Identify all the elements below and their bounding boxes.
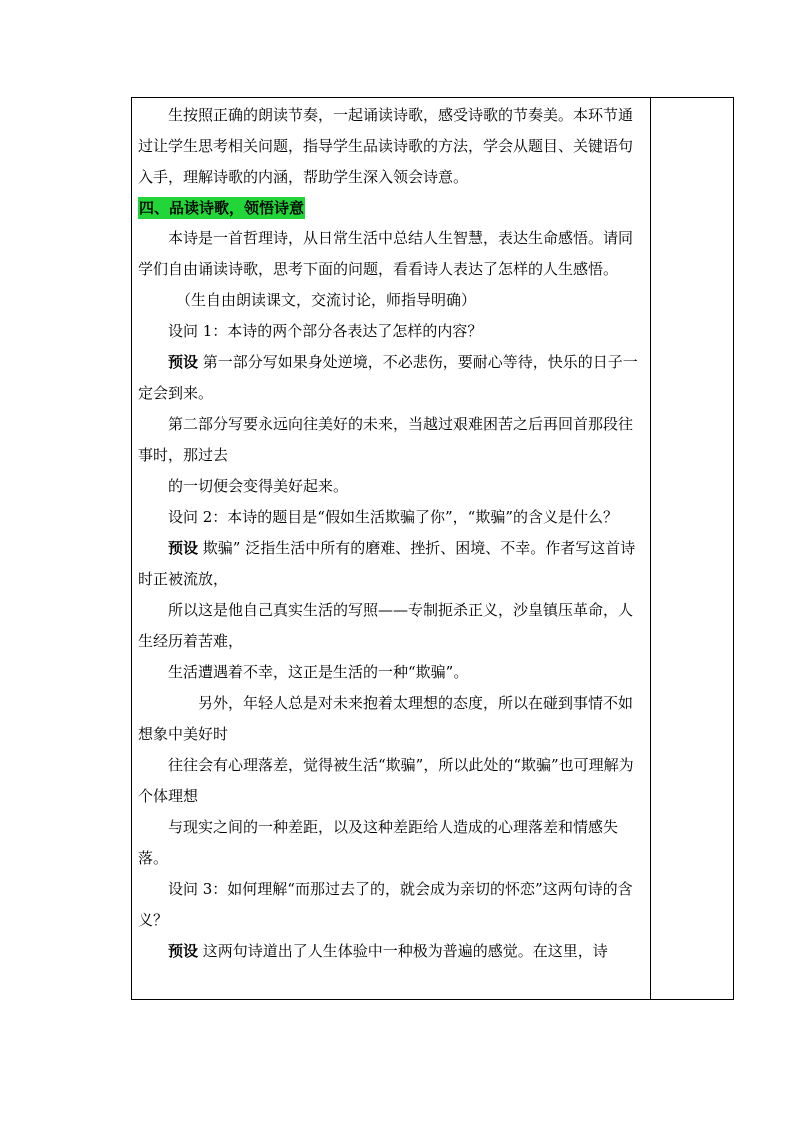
question-3: 设问 3：如何理解“而那过去了的，就会成为亲切的怀恋”这两句诗的含义？ (138, 880, 633, 929)
answer-2-part-2: 所以这是他自己真实生活的写照——专制扼杀正义，沙皇镇压革命，人生经历着苦难， (138, 601, 634, 650)
main-cell (138, 100, 644, 967)
answer-1-part-3: 的一切便会变得美好起来。 (168, 477, 349, 495)
answer-2-part-4: 另外，年轻人总是对未来抱着太理想的态度，所以在碰到事情不如想象中美好时 (138, 694, 634, 743)
answer-2-part-6: 与现实之间的一种差距，以及这种差距给人造成的心理落差和情感失落。 (138, 818, 619, 867)
paragraph-note: （生自由朗读课文，交流讨论，师指导明确） (176, 291, 477, 309)
preset-label: 预设 (168, 942, 199, 960)
answer-1: 预设 第一部分写如果身处逆境，不必悲伤，要耐心等待，快乐的日子一定会到来。 (138, 353, 638, 402)
answer-3: 预设 这两句诗道出了人生体验中一种极为普遍的感觉。在这里，诗 (168, 942, 608, 960)
column-divider (650, 98, 651, 999)
paragraph-intro: 生按照正确的朗读节奏，一起诵读诗歌，感受诗歌的节奏美。本环节通过让学生思考相关问题，指导学生品读诗歌的方法，学会从题目、关键语句入手，理解诗歌的内涵，帮助学生深入领会诗意。 (138, 106, 634, 186)
answer-2: 预设 欺骗” 泛指生活中所有的磨难、挫折、困境、不幸。作者写这首诗时正被流放， (138, 539, 636, 588)
preset-label: 预设 (168, 353, 199, 371)
paragraph-task: 本诗是一首哲理诗，从日常生活中总结人生智慧，表达生命感悟。请同学们自由诵读诗歌，思考下面的问题，看看诗人表达了怎样的人生感悟。 (138, 229, 634, 278)
answer-2-part-5: 往往会有心理落差，觉得被生活“欺骗”，所以此处的“欺骗”也可理解为个体理想 (138, 756, 634, 805)
section-heading: 四、品读诗歌，领悟诗意 (139, 199, 305, 217)
question-1: 设问 1：本诗的两个部分各表达了怎样的内容？ (168, 322, 483, 340)
answer-2-part-3: 生活遭遇着不幸，这正是生活的一种“欺骗”。 (168, 663, 469, 681)
question-2: 设问 2：本诗的题目是“假如生活欺骗了你”，“欺骗”的含义是什么？ (168, 508, 618, 526)
lesson-table (131, 97, 734, 1000)
answer-1-part-2: 第二部分写要永远向往美好的未来，当越过艰难困苦之后再回首那段往事时，那过去 (138, 415, 634, 464)
preset-label: 预设 (168, 539, 199, 557)
